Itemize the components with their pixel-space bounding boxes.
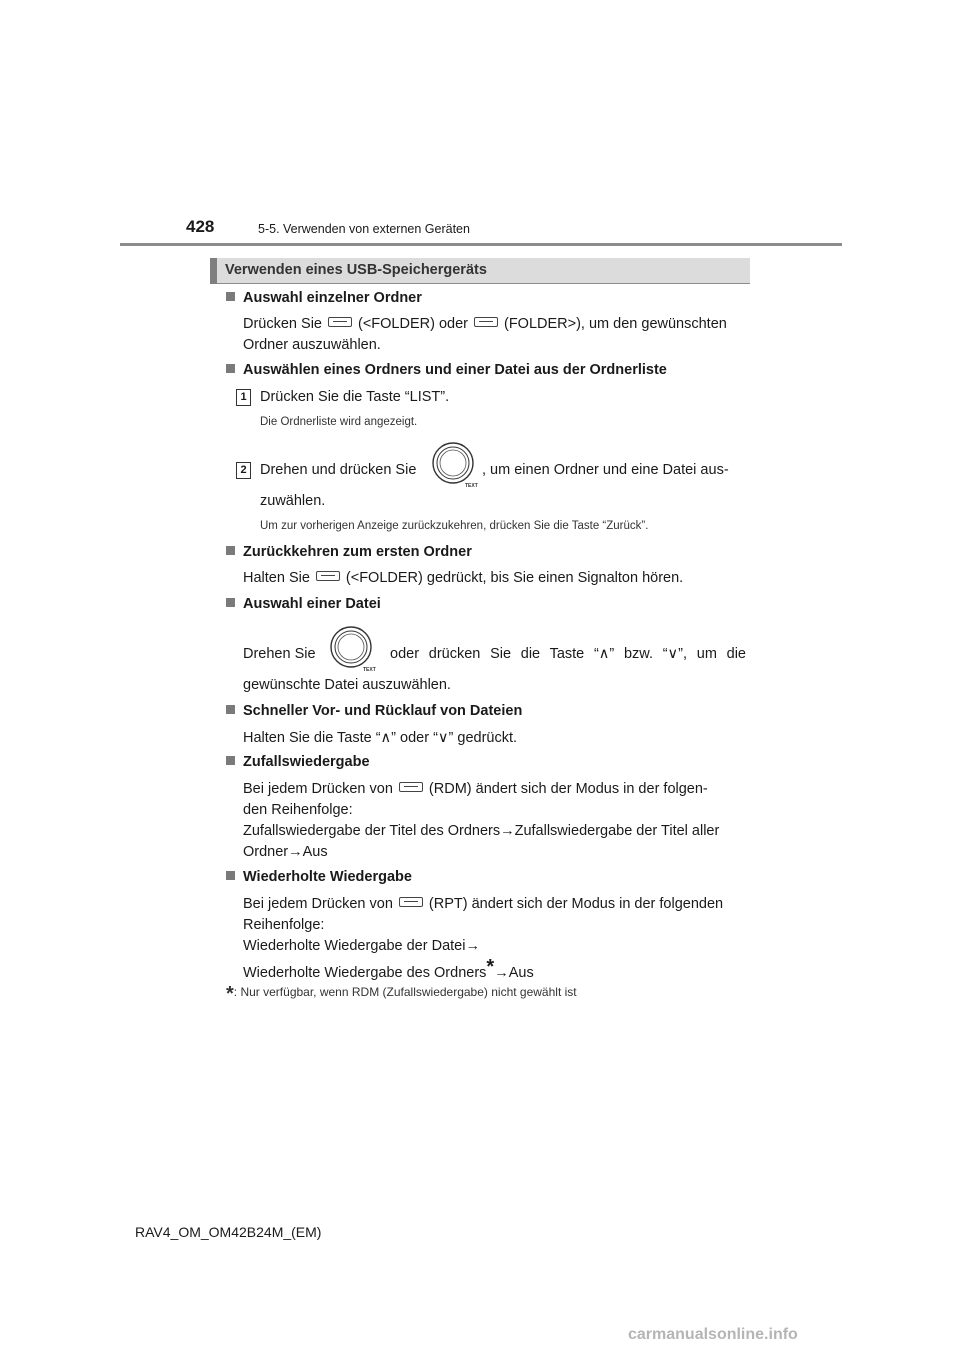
document-id: RAV4_OM_OM42B24M_(EM) [135, 1224, 322, 1240]
file-text-2: oder drücken Sie die Taste “∧” bzw. “∨”, um die [390, 646, 746, 662]
bullet-square-icon [226, 705, 235, 714]
para-fast: Halten Sie die Taste “∧” oder “∨” gedrückt. [243, 730, 518, 746]
heading-first [226, 544, 472, 560]
bullet-square-icon [226, 756, 235, 765]
footnote-star: * [226, 983, 234, 1005]
section-bar [210, 258, 750, 284]
bullet-square-icon [226, 364, 235, 373]
svg-text:TEXT: TEXT [465, 483, 478, 488]
heading-fast-text: Schneller Vor- und Rücklauf von Dateien [243, 703, 523, 719]
text: (<FOLDER) gedrückt, bis Sie einen Signalton hören. [345, 570, 684, 586]
step-2-text-a: Drehen und drücken Sie [260, 462, 417, 478]
heading-file-text: Auswahl einer Datei [243, 596, 381, 612]
text: Reihenfolge: [243, 917, 325, 933]
text: Ordner→Aus [243, 844, 328, 860]
tune-knob-icon [330, 626, 376, 672]
text: Wiederholte Wiedergabe des Ordners [243, 965, 487, 981]
tune-knob-icon [432, 442, 478, 488]
svg-text:TEXT: TEXT [363, 667, 376, 672]
text: →Aus [494, 965, 534, 981]
button-icon [399, 782, 423, 792]
footnote-star: * [486, 956, 495, 978]
button-icon [316, 571, 340, 581]
heading-file [226, 596, 381, 612]
heading-list [226, 362, 667, 378]
file-text-1: Drehen Sie [243, 646, 316, 662]
watermark: carmanualsonline.info [628, 1326, 798, 1343]
text: Ordner auszuwählen. [243, 337, 381, 353]
section-marker [210, 258, 217, 284]
heading-folder-text: Auswahl einzelner Ordner [243, 290, 422, 306]
bullet-square-icon [226, 546, 235, 555]
heading-folder [226, 290, 422, 306]
button-icon [399, 897, 423, 907]
step-2-number: 2 [236, 462, 251, 479]
text: (FOLDER>), um den gewünschten [503, 316, 727, 332]
button-icon [474, 317, 498, 327]
text: (RPT) ändert sich der Modus in der folgenden [428, 896, 724, 912]
text: Zufallswiedergabe der Titel des Ordners→Zufallswiedergabe der Titel aller [243, 823, 720, 839]
heading-first-text: Zurückkehren zum ersten Ordner [243, 544, 472, 560]
text: Drücken Sie [243, 316, 322, 332]
step-1-text: Drücken Sie die Taste “LIST”. [260, 389, 450, 405]
bullet-square-icon [226, 292, 235, 301]
button-icon [328, 317, 352, 327]
footnote [226, 983, 577, 1006]
para-repeat [243, 894, 745, 984]
header-rule [120, 243, 842, 246]
text: Wiederholte Wiedergabe der Datei→ [243, 938, 480, 954]
page-number: 428 [186, 217, 215, 236]
file-text-3: gewünschte Datei auszuwählen. [243, 677, 451, 693]
heading-list-text: Auswählen eines Ordners und einer Datei aus der Ordnerliste [243, 362, 667, 378]
step-1-note: Die Ordnerliste wird angezeigt. [260, 416, 418, 428]
heading-random-text: Zufallswiedergabe [243, 754, 370, 770]
heading-fast [226, 703, 522, 719]
step-2-text-b: , um einen Ordner und eine Datei aus- [482, 462, 729, 478]
step-2-note: Um zur vorherigen Anzeige zurückzukehren, drücken Sie die Taste “Zurück”. [260, 520, 649, 532]
heading-repeat-text: Wiederholte Wiedergabe [243, 869, 412, 885]
para-folder [243, 314, 745, 356]
para-random [243, 779, 745, 863]
bullet-square-icon [226, 871, 235, 880]
heading-repeat [226, 869, 412, 885]
text: Halten Sie [243, 570, 310, 586]
text: den Reihenfolge: [243, 802, 353, 818]
step-2-text-c: zuwählen. [260, 493, 326, 509]
footnote-text: : Nur verfügbar, wenn RDM (Zufallswiedergabe) nicht gewählt ist [233, 985, 577, 999]
chapter-title: 5-5. Verwenden von externen Geräten [258, 222, 470, 236]
text: Bei jedem Drücken von [243, 896, 393, 912]
bullet-square-icon [226, 598, 235, 607]
text: (RDM) ändert sich der Modus in der folgen- [428, 781, 708, 797]
text: Bei jedem Drücken von [243, 781, 393, 797]
text: (<FOLDER) oder [357, 316, 468, 332]
section-title: Verwenden eines USB-Speichergeräts [225, 262, 487, 278]
para-first [243, 568, 745, 589]
step-1-number: 1 [236, 389, 251, 406]
heading-random [226, 754, 370, 770]
